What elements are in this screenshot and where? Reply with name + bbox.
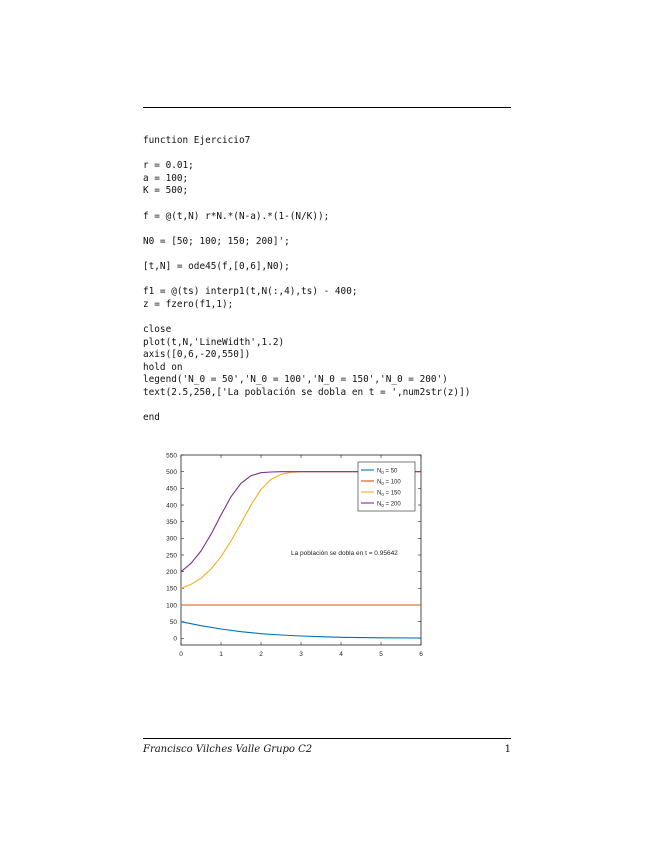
y-tick-label: 500 xyxy=(166,468,177,476)
legend-value: = 200 xyxy=(383,501,401,508)
code-line: z = fzero(f1,1); xyxy=(143,298,234,310)
y-tick-label: 200 xyxy=(166,568,177,576)
code-line: plot(t,N,'LineWidth',1.2) xyxy=(143,336,285,348)
chart-annotation: La población se dobla en t = 0.95642 xyxy=(291,550,398,557)
legend-entry-2 xyxy=(377,490,401,497)
x-tick-label: 4 xyxy=(339,651,343,658)
y-tick-label: 550 xyxy=(166,452,177,460)
legend-value: = 150 xyxy=(383,490,401,497)
y-tick-label: 250 xyxy=(166,552,177,560)
code-line: text(2.5,250,['La población se dobla en t = ',num2str(z)]) xyxy=(143,386,471,398)
code-line: f = @(t,N) r*N.*(N-a).*(1-(N/K)); xyxy=(143,210,330,222)
legend-var: N xyxy=(377,501,382,508)
y-tick-label: 0 xyxy=(173,635,177,643)
y-tick-label: 450 xyxy=(166,485,177,493)
code-line: N0 = [50; 100; 150; 200]'; xyxy=(143,235,290,247)
legend-value: = 100 xyxy=(383,479,401,486)
legend-subscript: 0 xyxy=(381,480,384,486)
legend-entry-3 xyxy=(377,501,401,508)
legend-subscript: 0 xyxy=(381,491,384,497)
code-line: r = 0.01; xyxy=(143,160,194,172)
code-line: close xyxy=(143,323,172,335)
legend-entry-0 xyxy=(377,468,398,475)
code-line: hold on xyxy=(143,361,183,373)
code-line: a = 100; xyxy=(143,172,189,184)
x-tick-label: 3 xyxy=(299,651,303,658)
legend-subscript: 0 xyxy=(381,469,384,475)
y-tick-label: 150 xyxy=(166,585,177,593)
code-line: legend('N_0 = 50','N_0 = 100','N_0 = 150','N_0 = 200') xyxy=(143,374,448,386)
footer-rule xyxy=(143,738,511,739)
y-tick-label: 400 xyxy=(166,502,177,510)
code-line: end xyxy=(143,412,160,424)
legend-var: N xyxy=(377,479,382,486)
series-line-0 xyxy=(181,622,421,638)
x-tick-label: 5 xyxy=(379,651,383,658)
x-tick-label: 0 xyxy=(179,651,183,658)
code-line: K = 500; xyxy=(143,185,189,197)
y-tick-label: 350 xyxy=(166,518,177,526)
x-tick-label: 1 xyxy=(219,651,223,658)
x-tick-label: 6 xyxy=(419,651,423,658)
footer-author: Francisco Vilches Valle Grupo C2 xyxy=(143,744,313,755)
code-line: f1 = @(ts) interp1(t,N(:,4),ts) - 400; xyxy=(143,286,358,298)
page-number: 1 xyxy=(504,744,511,755)
legend-var: N xyxy=(377,490,382,497)
x-tick-label: 2 xyxy=(259,651,263,658)
code-line: function Ejercicio7 xyxy=(143,135,251,146)
legend-subscript: 0 xyxy=(381,502,384,508)
y-tick-label: 50 xyxy=(169,618,177,626)
legend-value: = 50 xyxy=(383,468,398,475)
y-tick-label: 300 xyxy=(166,535,177,543)
legend-entry-1 xyxy=(377,479,401,486)
code-line: [t,N] = ode45(f,[0,6],N0); xyxy=(143,260,290,272)
code-line: axis([0,6,-20,550]) xyxy=(143,349,251,361)
y-tick-label: 100 xyxy=(166,602,177,610)
legend-var: N xyxy=(377,468,382,475)
